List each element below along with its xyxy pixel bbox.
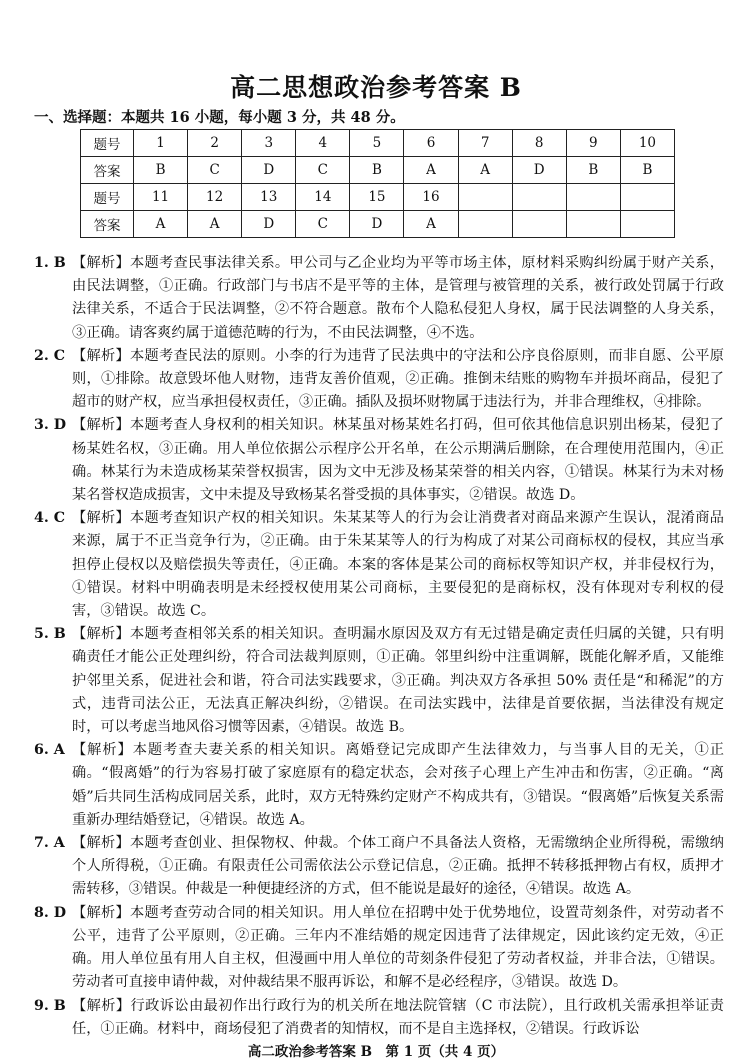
- question-number-answer: 7. A: [34, 835, 65, 852]
- answer-table-cell: D: [242, 211, 296, 238]
- explanation-text: 【解析】行政诉讼由最初作出行政行为的机关所在地法院管辖（C 市法院），且行政机关需承担举证责任，①正确。材料中，商场侵犯了消费者的知情权，而不是自主选择权，②错误。行政诉讼: [72, 997, 724, 1037]
- explanation-text: 【解析】本题考查劳动合同的相关知识。用人单位在招聘中处于优势地位，设置苛刻条件，对劳动者不公平，违背了公平原则，②正确。三年内不准结婚的规定因违背了法律规定，因此该约定无效，④正确。用人单位虽有用人自主权，但漫画中用人单位的苛刻条件侵犯了劳动者权益，并非合法，①错误。劳动者可直接申请仲裁，对仲裁结果不服再诉讼，和解不是必经程序，③错误。故选 D。: [72, 904, 724, 991]
- explanation-item: [34, 414, 724, 507]
- answer-table-cell: 9: [566, 130, 620, 157]
- answer-table-cell: C: [188, 157, 242, 184]
- explanation-text: 【解析】本题考查创业、担保物权、仲裁。个体工商户不具备法人资格，无需缴纳企业所得税，需缴纳个人所得税，①正确。有限责任公司需依法公示登记信息，②正确。抵押不转移抵押物占有权，质押才需转移，③错误。仲裁是一种便捷经济的方式，但不能说是最好的途径，④错误。故选 A。: [72, 835, 724, 898]
- question-number-answer: 5. B: [34, 626, 66, 643]
- answer-table-cell: [566, 211, 620, 238]
- explanation-text: 【解析】本题考查民法的原则。小李的行为违背了民法典中的守法和公序良俗原则，而非自愿、公平原则，①排除。故意毁坏他人财物，违背友善价值观，②正确。推倒未结账的购物车并损坏商品，侵犯了超市的财产权，应当承担侵权责任，③正确。插队及损坏财物属于违法行为，并非合理维权，④排除。: [72, 347, 724, 411]
- section-heading: 一、选择题：本题共 16 小题，每小题 3 分，共 48 分。: [34, 109, 405, 126]
- answer-table-cell: C: [296, 211, 350, 238]
- answer-table-cell: 13: [242, 184, 296, 211]
- answer-table-cell: 16: [404, 184, 458, 211]
- explanation-item: [34, 739, 724, 832]
- answer-table-row-label: 题号: [81, 130, 134, 157]
- explanation-text: 【解析】本题考查知识产权的相关知识。朱某某等人的行为会让消费者对商品来源产生误认，混淆商品来源，属于不正当竞争行为，②正确。由于朱某某等人的行为构成了对某公司商标权的侵权，其应当承担停止侵权以及赔偿损失等责任，④正确。本案的客体是某公司的商标权等知识产权，并非侵权行为，①错误。材料中明确表明是未经授权使用某公司商标，主要侵犯的是商标权，没有体现对专利权的侵害，③错误。故选 C。: [72, 510, 724, 620]
- question-number-answer: 8. D: [34, 904, 67, 921]
- answer-table-cell: A: [458, 157, 512, 184]
- answer-table-cell: B: [134, 157, 188, 184]
- explanation-list: [34, 252, 724, 1041]
- answer-table-cell: 1: [134, 130, 188, 157]
- explanation-item: [34, 902, 724, 995]
- explanation-text: 【解析】本题考查相邻关系的相关知识。查明漏水原因及双方有无过错是确定责任归属的关键，只有明确责任才能公正处理纠纷，符合司法裁判原则，①正确。邻里纠纷中注重调解，既能化解矛盾，又能维护邻里关系，促进社会和谐，符合司法实践要求，③正确。判决双方各承担 50% 责任是“和稀泥”的方式，违背司法公正，无法真正解决纠纷，②错误。在司法实践中，法律是首要依据，当法律没有规定时，可以考虑当地风俗习惯等因素，④错误。故选 B。: [72, 626, 724, 736]
- explanation-item: [34, 832, 724, 902]
- answer-table-cell: C: [296, 157, 350, 184]
- answer-table-cell: A: [404, 211, 458, 238]
- answer-table-row-label: 答案: [81, 157, 134, 184]
- answer-table-cell: 15: [350, 184, 404, 211]
- answer-table-cell: 10: [620, 130, 674, 157]
- question-number-answer: 6. A: [34, 742, 65, 759]
- answer-table-cell: 12: [188, 184, 242, 211]
- answer-table-cell: 2: [188, 130, 242, 157]
- answer-table-cell: 4: [296, 130, 350, 157]
- answer-table-cell: 6: [404, 130, 458, 157]
- answer-table-cell: 14: [296, 184, 350, 211]
- answer-table-cell: B: [350, 157, 404, 184]
- answer-table-cell: [512, 211, 566, 238]
- question-number-answer: 2. C: [34, 347, 66, 364]
- answer-table-row: [81, 184, 675, 211]
- answer-table-cell: D: [242, 157, 296, 184]
- page-title: 高二思想政治参考答案 B: [230, 73, 522, 102]
- answer-table: [80, 129, 675, 238]
- explanation-text: 【解析】本题考查民事法律关系。甲公司与乙企业均为平等市场主体，原材料采购纠纷属于财产关系，由民法调整，①正确。行政部门与书店不是平等的主体，是管理与被管理的关系，被行政处罚属于行政法律关系，不适合于民法调整，②不符合题意。散布个人隐私侵犯人身权，属于民法调整的人身关系，③正确。请客爽约属于道德范畴的行为，不由民法调整，④不选。: [72, 255, 724, 341]
- answer-table-cell: D: [512, 157, 566, 184]
- page-footer: 高二政治参考答案 B 第 1 页（共 4 页）: [247, 1044, 505, 1060]
- explanation-item: [34, 623, 724, 739]
- answer-table-row-label: 题号: [81, 184, 134, 211]
- answer-table-row: [81, 211, 675, 238]
- answer-table-row: [81, 130, 675, 157]
- question-number-answer: 3. D: [34, 417, 67, 434]
- explanation-text: 【解析】本题考查夫妻关系的相关知识。离婚登记完成即产生法律效力，与当事人目的无关，①正确。“假离婚”的行为容易打破了家庭原有的稳定状态，会对孩子心理上产生冲击和伤害，②正确。“离婚”后共同生活构成同居关系，此时，双方无特殊约定财产不构成共有，③错误。“假离婚”后恢复关系需重新办理结婚登记，④错误。故选 A。: [72, 742, 724, 828]
- answer-table-cell: D: [350, 211, 404, 238]
- answer-table-row: [81, 157, 675, 184]
- answer-table-cell: 11: [134, 184, 188, 211]
- answer-table-cell: 3: [242, 130, 296, 157]
- explanation-item: [34, 507, 724, 623]
- explanation-text: 【解析】本题考查人身权利的相关知识。林某虽对杨某姓名打码，但可依其他信息识别出杨某，侵犯了杨某姓名权，③正确。用人单位依据公示程序公开名单，在公示期满后删除，在合理使用范围内，④正确。林某行为未造成杨某荣誉权损害，因为文中无涉及杨某荣誉的相关内容，①错误。林某行为未对杨某名誉权造成损害，文中未提及导致杨某名誉受损的具体事实，②错误。故选 D。: [72, 417, 724, 504]
- answer-table-cell: A: [188, 211, 242, 238]
- answer-table-cell: 5: [350, 130, 404, 157]
- explanation-item: [34, 252, 724, 345]
- answer-table-cell: B: [566, 157, 620, 184]
- explanation-item: [34, 995, 724, 1041]
- answer-table-cell: A: [404, 157, 458, 184]
- answer-table-cell: B: [620, 157, 674, 184]
- question-number-answer: 4. C: [34, 510, 66, 527]
- explanation-item: [34, 345, 724, 415]
- answer-table-cell: A: [134, 211, 188, 238]
- answer-table-cell: 8: [512, 130, 566, 157]
- answer-table-cell: [566, 184, 620, 211]
- answer-table-cell: [458, 184, 512, 211]
- answer-table-cell: [458, 211, 512, 238]
- question-number-answer: 9. B: [34, 997, 66, 1014]
- answer-table-cell: 7: [458, 130, 512, 157]
- answer-table-cell: [620, 184, 674, 211]
- question-number-answer: 1. B: [34, 255, 66, 271]
- answer-table-row-label: 答案: [81, 211, 134, 238]
- answer-table-cell: [512, 184, 566, 211]
- answer-table-cell: [620, 211, 674, 238]
